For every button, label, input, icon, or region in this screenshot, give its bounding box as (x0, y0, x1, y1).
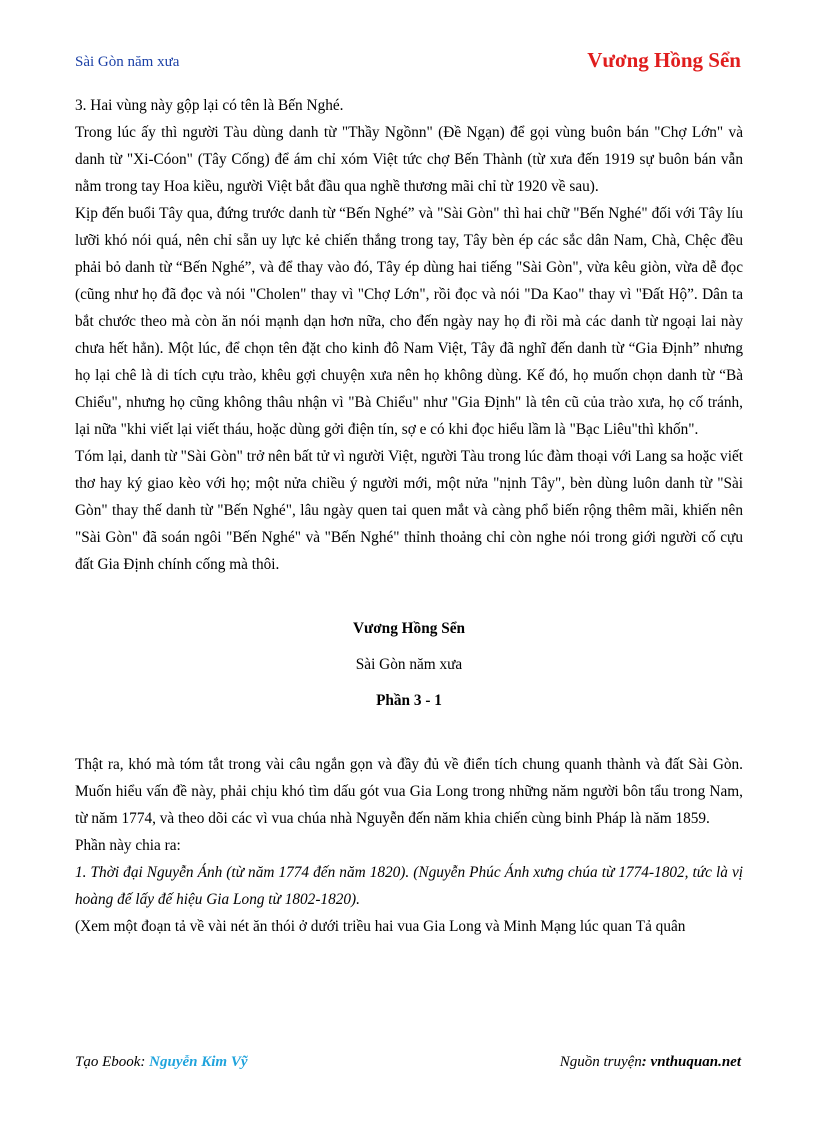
footer-colon-1: : (140, 1054, 146, 1070)
footer-source-site: vnthuquan.net (650, 1054, 741, 1070)
paragraph-3: Kịp đến buổi Tây qua, đứng trước danh từ “Bến Nghé” và "Sài Gòn" thì hai chữ "Bến Nghé" đối với Tây líu lưỡi khó nói quá, nên chỉ sẵn uy lực kẻ chiến thắng trong tay, Tây bèn ép các sắc dân Nam, Chà, Chệc đều phải bỏ danh từ “Bến Nghé”, và để thay vào đó, Tây ép dùng hai tiếng "Sài Gòn", vừa kêu giòn, vừa dễ đọc (cũng như họ đã đọc và nói "Cholen" thay vì "Chợ Lớn", rồi đọc và nói "Da Kao" thay vì "Đất Hộ”. Dân ta bắt chước theo mà còn ăn nói mạnh dạn hơn nữa, cho đến ngày nay họ đi rồi mà các danh từ ngoại lai này chưa hết hẳn). Một lúc, để chọn tên đặt cho kinh đô Nam Việt, Tây đã nghĩ đến danh từ “Gia Định” nhưng họ lại chê là di tích cựu trào, khêu gợi chuyện xưa nên họ không dùng. Kế đó, họ muốn chọn danh từ “Bà Chiểu", nhưng họ cũng không thâu nhận vì "Bà Chiểu" như "Gia Định" là tên cũ của trào xưa, họ cố tránh, lại nữa "khi viết lại viết tháu, hoặc dùng gởi điện tín, sợ e có khi đọc hiểu lầm là "Bạc Liêu"thì khốn". (75, 205, 743, 438)
paragraph-4: Tóm lại, danh từ "Sài Gòn" trở nên bất tử vì người Việt, người Tàu trong lúc đàm thoại với Lang sa hoặc viết thơ hay ký giao kèo với họ; một nửa chiều ý người mới, một nửa "nịnh Tây", bèn dùng luôn danh từ "Sài Gòn" thay thế danh từ "Bến Nghé", lâu ngày quen tai quen mắt và càng phổ biến rộng thêm mãi, khiến nên "Sài Gòn" đã soán ngôi "Bến Nghé" và "Bến Nghé" thỉnh thoảng chỉ còn nghe nói trong giới người cố cựu đất Gia Định chính cống mà thôi. (75, 448, 743, 573)
paragraph-5: Thật ra, khó mà tóm tắt trong vài câu ngắn gọn và đầy đủ về điển tích chung quanh thành và đất Sài Gòn. Muốn hiểu vấn đề này, phải chịu khó tìm dấu gót vua Gia Long trong những năm người bôn tẩu trong Nam, từ năm 1774, và theo dõi các vì vua chúa nhà Nguyễn đến năm khia chiến cùng binh Pháp là năm 1859. (75, 756, 743, 827)
header-author: Vương Hồng Sển (587, 48, 741, 72)
section-book-title: Sài Gòn năm xưa (355, 656, 463, 673)
footer-source-label: Nguồn truyện (559, 1054, 642, 1070)
section-part-title: Phần 3 - 1 (376, 692, 442, 709)
footer-source-credit (560, 1054, 741, 1071)
header-book-title: Sài Gòn năm xưa (75, 54, 180, 70)
paragraph-2: Trong lúc ấy thì người Tàu dùng danh từ "Thầy Ngồnn" (Đề Ngạn) để gọi vùng buôn bán "Chợ Lớn" và danh từ "Xi-Cóon" (Tây Cống) để ám chỉ xóm Việt tức chợ Bến Thành (từ xưa đến 1919 sự buôn bán vẫn nằm trong tay Hoa kiều, người Việt bắt đầu qua nghề thương mãi chỉ từ 1920 về sau). (75, 124, 743, 195)
footer-ebook-editor: Nguyễn Kim Vỹ (149, 1054, 248, 1070)
page-footer (75, 1054, 741, 1078)
page-content (75, 92, 743, 940)
section-author: Vương Hồng Sển (352, 620, 465, 637)
footer-colon-2: : (641, 1054, 647, 1070)
paragraph-1: 3. Hai vùng này gộp lại có tên là Bến Nghé. (75, 97, 344, 114)
footer-ebook-label: Tạo Ebook (75, 1054, 141, 1070)
paragraph-8: (Xem một đoạn tả về vài nét ăn thói ở dưới triều hai vua Gia Long và Minh Mạng lúc quan Tả quân (75, 918, 686, 935)
footer-ebook-credit (75, 1054, 248, 1071)
paragraph-6: Phần này chia ra: (75, 837, 181, 854)
paragraph-7: 1. Thời đại Nguyễn Ánh (từ năm 1774 đến năm 1820). (Nguyễn Phúc Ánh xưng chúa từ 1774-1802, tức là vị hoàng đế lấy đế hiệu Gia Long từ 1802-1820). (75, 864, 743, 908)
page-header (75, 48, 741, 76)
